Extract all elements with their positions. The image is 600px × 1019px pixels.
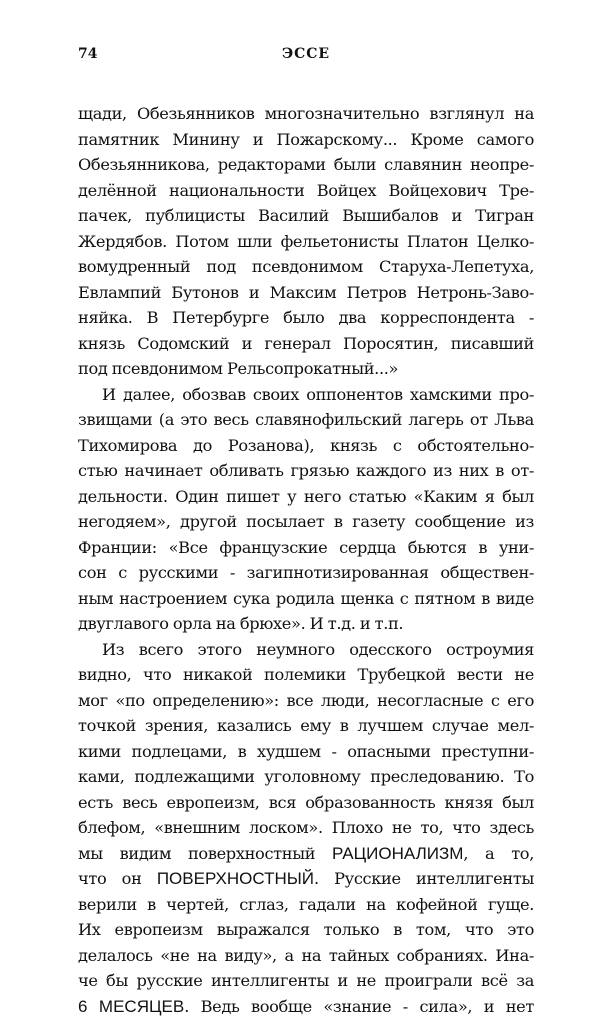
text-fragment: , а то, [463,844,534,863]
text-line: звищами (а это весь славянофильский лагерь от Льва [78,407,534,433]
text-line: кими подлецами, в худшем - опасными преступни- [78,739,534,765]
paragraph-1 [78,101,534,382]
caps-emphasis: 6 МЕСЯЦЕВ [78,997,184,1016]
text-line: няйка. В Петербурге было два корреспондента - [78,305,534,331]
text-line: памятник Минину и Пожарскому... Кроме самого [78,127,534,153]
text-line: Тихомирова до Розанова), князь с обстоятельно- [78,433,534,459]
text-line: видно, что никакой полемики Трубецкой вести не [78,662,534,688]
text-line: делённой национальности Войцех Войцехович Тре- [78,178,534,204]
text-fragment: . Русские интеллигенты [314,869,534,888]
text-line: блефом, «внешним лоском». Плохо не то, что здесь [78,815,534,841]
text-line: дельности. Один пишет у него статью «Каким я был [78,484,534,510]
text-line: есть весь европеизм, вся образованность князя был [78,790,534,816]
text-line: Евлампий Бутонов и Максим Петров Нетронь-Заво- [78,280,534,306]
page-header [78,46,534,66]
text-line: верили в чертей, сглаз, гадали на кофейной гуще. [78,892,534,918]
body-text [78,101,534,1019]
text-line-mixed [78,866,534,892]
text-fragment: мы видим поверхностный [78,844,332,863]
caps-emphasis: ПОВЕРХНОСТНЫЙ [157,869,314,888]
text-line: Жердябов. Потом шли фельетонисты Платон Целко- [78,229,534,255]
text-line: Их европеизм выражался только в том, что это [78,917,534,943]
text-line: че бы русские интеллигенты и не проиграли всё за [78,968,534,994]
text-line: щади, Обезьянников многозначительно взглянул на [78,101,534,127]
caps-emphasis: РАЦИОНАЛИЗМ [332,844,463,863]
text-line: негодяем», другой посылает в газету сообщение из [78,509,534,535]
text-line: ным настроением сука родила щенка с пятном в виде [78,586,534,612]
text-line: делалось «не на виду», а на тайных собраниях. Ина- [78,943,534,969]
running-title: ЭССЕ [78,46,534,62]
text-line: Из всего этого неумного одесского остроумия [78,637,534,663]
text-line: двуглавого орла на брюхе». И т.д. и т.п. [78,611,534,637]
paragraph-2 [78,382,534,637]
text-line: Франции: «Все французские сердца бьются в уни- [78,535,534,561]
text-fragment: что он [78,869,157,888]
text-line: мог «по определению»: все люди, несогласные с его [78,688,534,714]
text-line: сон с русскими - загипнотизированная обществен- [78,560,534,586]
text-line: князь Содомский и генерал Поросятин, писавший [78,331,534,357]
text-line: под псевдонимом Рельсопрокатный...» [78,356,534,382]
text-fragment: . Ведь вообще «знание - сила», и нет [184,997,534,1016]
text-line: стью начинает обливать грязью каждого из них в от- [78,458,534,484]
paragraph-3 [78,637,534,1019]
text-line: пачек, публицисты Василий Вышибалов и Тигран [78,203,534,229]
text-line: Обезьянникова, редакторами были славянин неопре- [78,152,534,178]
page-number: 74 [78,46,97,62]
text-line-mixed [78,841,534,867]
text-line: вомудренный под псевдонимом Старуха-Лепетуха, [78,254,534,280]
text-line: И далее, обозвав своих оппонентов хамскими про- [78,382,534,408]
text-line-mixed [78,994,534,1019]
text-line: ками, подлежащими уголовному преследованию. То [78,764,534,790]
text-line: точкой зрения, казались ему в лучшем случае мел- [78,713,534,739]
